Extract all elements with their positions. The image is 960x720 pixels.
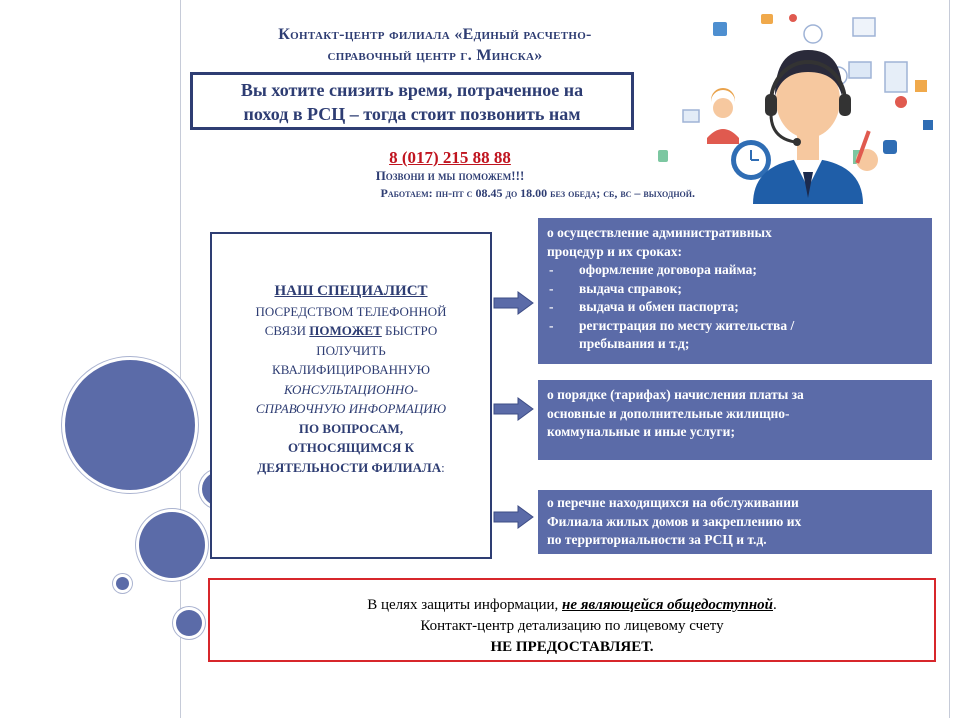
specialist-text: ДЕЯТЕЛЬНОСТИ ФИЛИАЛА: bbox=[257, 459, 445, 475]
question-box: Вы хотите снизить время, потраченное на поход в РСЦ – тогда стоит позвонить нам bbox=[190, 72, 634, 130]
specialist-text: КВАЛИФИЦИРОВАННУЮ bbox=[272, 362, 430, 377]
specialist-text: ПОСРЕДСТВОМ ТЕЛЕФОННОЙ bbox=[255, 303, 447, 319]
notice-line: НЕ ПРЕДОСТАВЛЯЕТ. bbox=[490, 639, 654, 655]
specialist-text: ОТНОСЯЩИМСЯ К bbox=[287, 440, 415, 455]
decor-circle-large bbox=[65, 360, 195, 490]
arrow-right-icon bbox=[493, 397, 535, 421]
procedures-list bbox=[547, 261, 924, 354]
list-item: пребывания и т.д; bbox=[579, 336, 690, 351]
specialist-text: СПРАВОЧНУЮ ИНФОРМАЦИЮ bbox=[255, 401, 447, 416]
specialist-text: КОНСУЛЬТАЦИОННО- bbox=[283, 381, 419, 397]
arrow-right-icon bbox=[493, 505, 535, 529]
privacy-notice bbox=[208, 578, 936, 662]
specialist-heading: НАШ СПЕЦИАЛИСТ bbox=[274, 283, 428, 299]
call-us-text: Позвони и мы поможем!!! bbox=[375, 168, 525, 183]
decor-circle-medium bbox=[139, 512, 205, 578]
decor-circle-tiny bbox=[116, 577, 129, 590]
specialist-info-box bbox=[210, 232, 492, 559]
topic-panel-procedures: о осуществление административных процедур и их сроках: - оформление договора найма; - выдача справок; - выдача и обмен паспорта; - регистрация по месту жительства / пребывания и т.д; bbox=[538, 218, 932, 364]
call-center-operator-icon bbox=[653, 10, 945, 204]
notice-line: В целях защиты информации, не являющейся общедоступной. bbox=[367, 597, 777, 613]
working-hours: Работаем: пн-пт с 08.45 до 18.00 без обеда; сб, вс – выходной. bbox=[380, 186, 695, 200]
notice-line: Контакт-центр детализацию по лицевому счету bbox=[420, 618, 724, 634]
specialist-text: СВЯЗИ ПОМОЖЕТ БЫСТРО bbox=[264, 323, 438, 338]
list-item: - регистрация по месту жительства / bbox=[549, 317, 795, 333]
notice-emphasis: не являющейся общедоступной bbox=[562, 597, 774, 613]
topic-panel-houses: о перечне находящихся на обслуживании Филиала жилых домов и закреплению их по территориальности за РСЦ и т.д. bbox=[538, 490, 932, 554]
decor-circle-small-bottom bbox=[176, 610, 202, 636]
page-title: Контакт-центр филиала «Единый расчетно- справочный центр г. Минска» bbox=[278, 26, 592, 64]
help-word: ПОМОЖЕТ bbox=[309, 323, 382, 338]
arrow-right-icon bbox=[493, 291, 535, 315]
list-item: - выдача справок; bbox=[549, 280, 682, 296]
phone-number[interactable]: 8 (017) 215 88 88 bbox=[389, 148, 511, 167]
list-item: - оформление договора найма; bbox=[549, 262, 757, 277]
specialist-text: ПО ВОПРОСАМ, bbox=[298, 420, 404, 436]
topic-panel-tariffs: о порядке (тарифах) начисления платы за основные и дополнительные жилищно- коммунальные и иные услуги; bbox=[538, 380, 932, 460]
specialist-text: ПОЛУЧИТЬ bbox=[316, 342, 386, 358]
list-item: - выдача и обмен паспорта; bbox=[549, 299, 739, 314]
